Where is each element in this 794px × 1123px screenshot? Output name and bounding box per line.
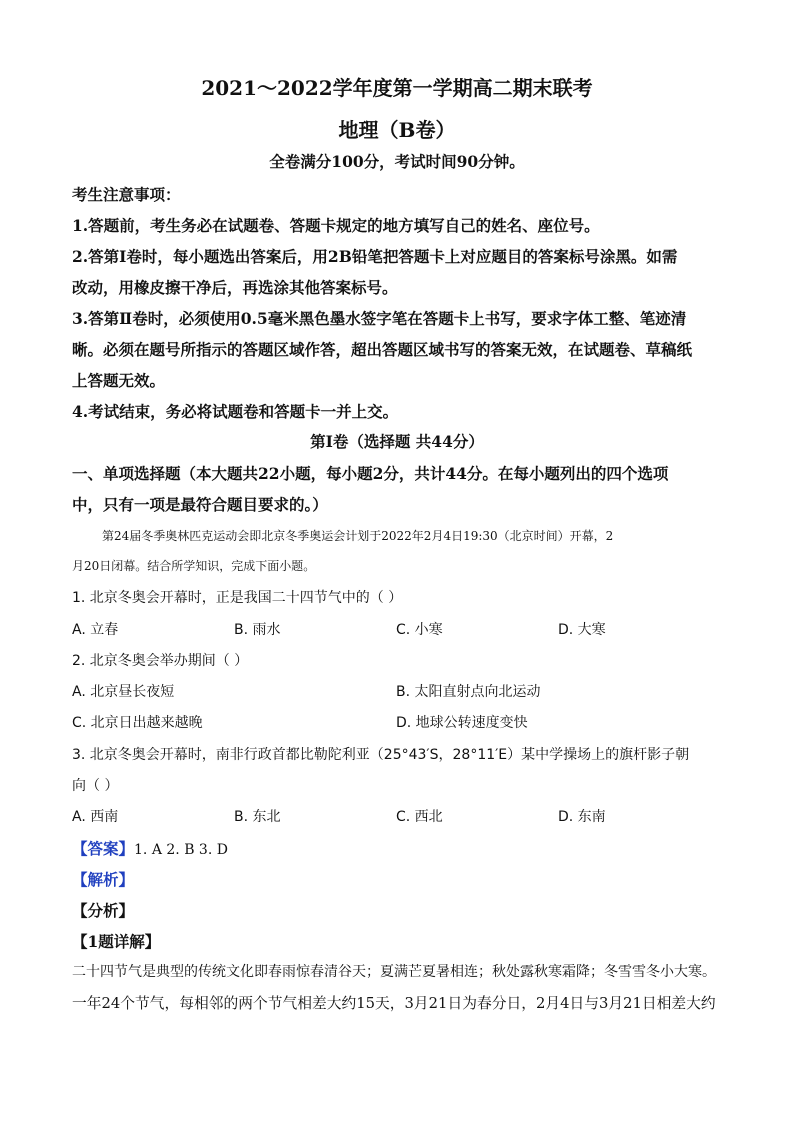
question-1-option-c: C. 小寒	[396, 622, 443, 638]
notice-item-3-line-2: 晰。必须在题号所指示的答题区域作答，超出答题区域书写的答案无效，在试题卷、草稿纸	[72, 340, 693, 359]
question-1-stem: 1. 北京冬奥会开幕时，正是我国二十四节气中的（ ）	[72, 590, 403, 606]
analysis-label: 【解析】	[72, 870, 135, 889]
question-3-option-c: C. 西北	[396, 809, 443, 825]
passage-line-2: 月20日闭幕。结合所学知识，完成下面小题。	[72, 559, 316, 573]
question-2-option-b: B. 太阳直射点向北运动	[396, 684, 541, 700]
section-title: 第Ⅰ卷（选择题 共44分）	[310, 432, 484, 451]
question-3-option-d: D. 东南	[558, 809, 606, 825]
question-3-stem-line-2: 向（ ）	[72, 778, 119, 794]
question-1-option-b: B. 雨水	[234, 622, 281, 638]
question-2-option-c: C. 北京日出越来越晚	[72, 715, 203, 731]
question-1-option-a: A. 立春	[72, 622, 119, 638]
notice-item-1: 1.答题前，考生务必在试题卷、答题卡规定的地方填写自己的姓名、座位号。	[72, 216, 600, 235]
question-3-stem-line-1: 3. 北京冬奥会开幕时，南非行政首都比勒陀利亚（25°43′S，28°11′E）某中学操场上的旗杆影子朝	[72, 747, 690, 763]
question-3-option-b: B. 东北	[234, 809, 281, 825]
question-2-option-d: D. 地球公转速度变快	[396, 715, 528, 731]
fenxi-label: 【分析】	[72, 901, 135, 920]
answer-line	[72, 837, 228, 859]
notice-item-4: 4.考试结束，务必将试题卷和答题卡一并上交。	[72, 402, 399, 421]
analysis-text-line-2: 一年24个节气，每相邻的两个节气相差大约15天，3月21日为春分日，2月4日与3月21日相差大约	[72, 995, 716, 1012]
question-2-option-a: A. 北京昼长夜短	[72, 684, 175, 700]
analysis-text-line-1: 二十四节气是典型的传统文化即春雨惊春清谷天；夏满芒夏暑相连；秋处露秋寒霜降；冬雪雪冬小大寒。	[72, 964, 716, 980]
notice-item-2-line-2: 改动，用橡皮擦干净后，再选涂其他答案标号。	[72, 278, 398, 297]
question-2-stem: 2. 北京冬奥会举办期间（ ）	[72, 653, 249, 669]
section-intro-line-1: 一、单项选择题（本大题共22小题，每小题2分，共计44分。在每小题列出的四个选项	[72, 464, 669, 483]
score-time-note: 全卷满分100分，考试时间90分钟。	[269, 152, 525, 171]
notice-item-3-line-1: 3.答第Ⅱ卷时，必须使用0.5毫米黑色墨水签字笔在答题卡上书写，要求字体工整、笔迹清	[72, 309, 687, 328]
question-1-option-d: D. 大寒	[558, 622, 606, 638]
detail-label: 【1题详解】	[72, 932, 161, 951]
notice-heading: 考生注意事项：	[72, 185, 181, 204]
exam-subject: 地理（B卷）	[338, 118, 456, 142]
answer-values: 1. A 2. B 3. D	[134, 842, 228, 858]
answer-label: 【答案】	[72, 839, 135, 858]
section-intro-line-2: 中，只有一项是最符合题目要求的。）	[72, 495, 328, 514]
notice-item-2-line-1: 2.答第Ⅰ卷时，每小题选出答案后，用2B铅笔把答题卡上对应题目的答案标号涂黑。如需	[72, 247, 678, 266]
notice-item-3-line-3: 上答题无效。	[72, 371, 166, 390]
passage-line-1: 第24届冬季奥林匹克运动会即北京冬季奥运会计划于2022年2月4日19:30（北京时间）开幕，2	[102, 529, 614, 543]
exam-title: 2021～2022学年度第一学期高二期末联考	[201, 76, 593, 100]
question-3-option-a: A. 西南	[72, 809, 119, 825]
